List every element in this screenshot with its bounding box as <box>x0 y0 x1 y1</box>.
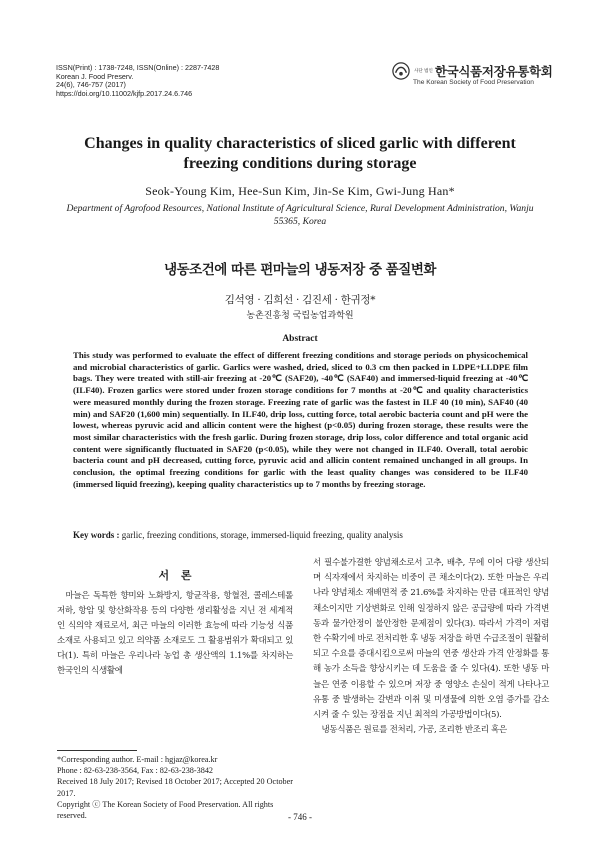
received-dates: Received 18 July 2017; Revised 18 October 2017; Accepted 20 October 2017. <box>57 777 294 798</box>
footnote-divider <box>57 750 137 751</box>
intro-paragraph-1: 마늘은 독특한 향미와 노화방지, 항균작용, 항혈전, 콜레스테롤 저하, 항암 및 항산화작용 등의 다양한 생리활성을 지닌 전 세계적인 식의약 재료로서, 최근 마늘의 이러한 효능에 따라 기능성 식품소재로 사용되고 있고 의약품 소재로도 그 활용범위가 확대되고 있다(1). 특히 마늘은 우리나라 농업 총 생산액의 1.1%를 차지하는 한국인의 식생활에 <box>57 591 293 677</box>
copyright-notice: Copyright ⓒ The Korean Society of Food Preservation. All rights reserved. <box>57 799 274 821</box>
korean-author-list: 김석영 · 김희선 · 김진세 · 한귀정* <box>224 294 376 306</box>
doi-line: https://doi.org/10.11002/kjfp.2017.24.6.746 <box>56 88 193 98</box>
society-small-label: 사단 법인 <box>414 68 433 74</box>
intro-paragraph-2: 냉동식품은 원료를 전처리, 가공, 조리한 반조리 혹은 <box>321 725 507 736</box>
author-list: Seok-Young Kim, Hee-Sun Kim, Jin-Se Kim, Gwi-Jung Han* <box>145 184 455 198</box>
issn-line: ISSN(Print) : 1738-7248, ISSN(Online) : 2287-7428 <box>56 63 220 72</box>
author-affiliation: Department of Agrofood Resources, National Institute of Agricultural Science, Rural Development Administration, Wanju 55365, Korea <box>66 203 534 227</box>
journal-meta <box>56 64 219 98</box>
society-logo <box>392 62 553 80</box>
page-number: - 746 - <box>288 812 312 822</box>
keywords-label: Key words : <box>73 530 120 540</box>
contact-phone: Phone : 82-63-238-3564, Fax : 82-63-238-3842 <box>57 766 214 776</box>
society-name-kr: 한국식품저장유통학회 <box>434 64 553 79</box>
volume-line: 24(6), 746-757 (2017) <box>56 80 126 90</box>
intro-paragraph-1-continued: 서 필수불가결한 양념채소로서 고추, 배추, 무에 이어 다량 생산되며 식자재에서 차지하는 비중이 큰 채소이다(2). 또한 마늘은 우리나라 양념채소 재배면적 중 21.6%를 차지하는 만큼 대표적인 양념채소이지만 기상변화로 인해 일정하지 않은 공급량에 따라 가격변동과 물가안정이 불안정한 문제점이 있다(3). 따라서 가격이 저렴한 수확기에 바로 전처리한 후 냉동 저장을 하면 수급조절이 원활히 되고 수요를 증대시킴으로써 마늘의 연중 생산과 가격 안정화를 통해 농가 소득을 향상시키는 데 도움을 줄 수 있다(4). 또한 냉동 마늘은 연중 이용할 수 있으며 저장 중 영양소 손실이 적게 나타나고 유통 중 발생하는 갈변과 이취 및 미생물에 의한 오염 증가를 감소시켜 줄 수 있는 장점을 지닌 최적의 가공방법이다(5). <box>313 558 549 721</box>
right-column <box>313 556 549 738</box>
introduction-heading: 서 론 <box>158 569 196 582</box>
korean-affiliation: 농촌진흥청 국립농업과학원 <box>246 311 354 321</box>
keywords-text: garlic, freezing conditions, storage, immersed-liquid freezing, quality analysis <box>121 530 403 540</box>
abstract-body: This study was performed to evaluate the effect of different freezing conditions and storage periods on physicochemical and microbial characteristics of garlic. Garlics were washed, dried, sliced to 0.3 cm then packed in LDPE+LLDPE film bags. They were treated with still-air freezing at -20℃ (SAF20), -40℃ (SAF40) and immersed-liquid freezing at -40℃ (ILF40). Frozen garlics were stored under frozen storage conditions for 7 months at -20℃ and quality characteristics were measured monthly during the frozen storage. Freezing rate of garlic was the fastest in ILF 40 (10 min), SAF40 (40 min) and SAF20 (1,600 min) sequentially. In ILF40, drip loss, cutting force, total aerobic bacteria count and pH were the lowest, whereas pyruvic acid and allicin content were the highest (p<0.05) during frozen storage, these results were the most similar characteristics with the fresh garlic. During frozen storage, drip loss, color difference and total organic acid content were significantly fluctuated in SAF20 (p<0.05), while they were not changed in ILF40. Overall, total aerobic bacteria count and pH decreased, cutting force, pyruvic acid and allicin content remained unchanged in all groups. In conclusion, the optimal freezing conditions for garlic with the least quality changes was considered to be ILF40 (immersed liquid freezing), keeping quality characteristics up to 7 months by freezing storage. <box>73 350 528 489</box>
korean-title: 냉동조건에 따른 편마늘의 냉동저장 중 품질변화 <box>164 262 436 278</box>
society-name-en: The Korean Society of Food Preservation <box>413 79 534 86</box>
journal-name: Korean J. Food Preserv. <box>56 71 134 81</box>
corresponding-author: *Corresponding author. E-mail : hgjaz@korea.kr <box>57 755 218 764</box>
keywords-line <box>73 530 528 540</box>
paper-title: Changes in quality characteristics of sliced garlic with different freezing conditions during storage <box>84 135 516 172</box>
abstract-heading: Abstract <box>282 334 318 344</box>
left-column <box>57 589 293 680</box>
society-emblem-icon <box>392 62 410 80</box>
